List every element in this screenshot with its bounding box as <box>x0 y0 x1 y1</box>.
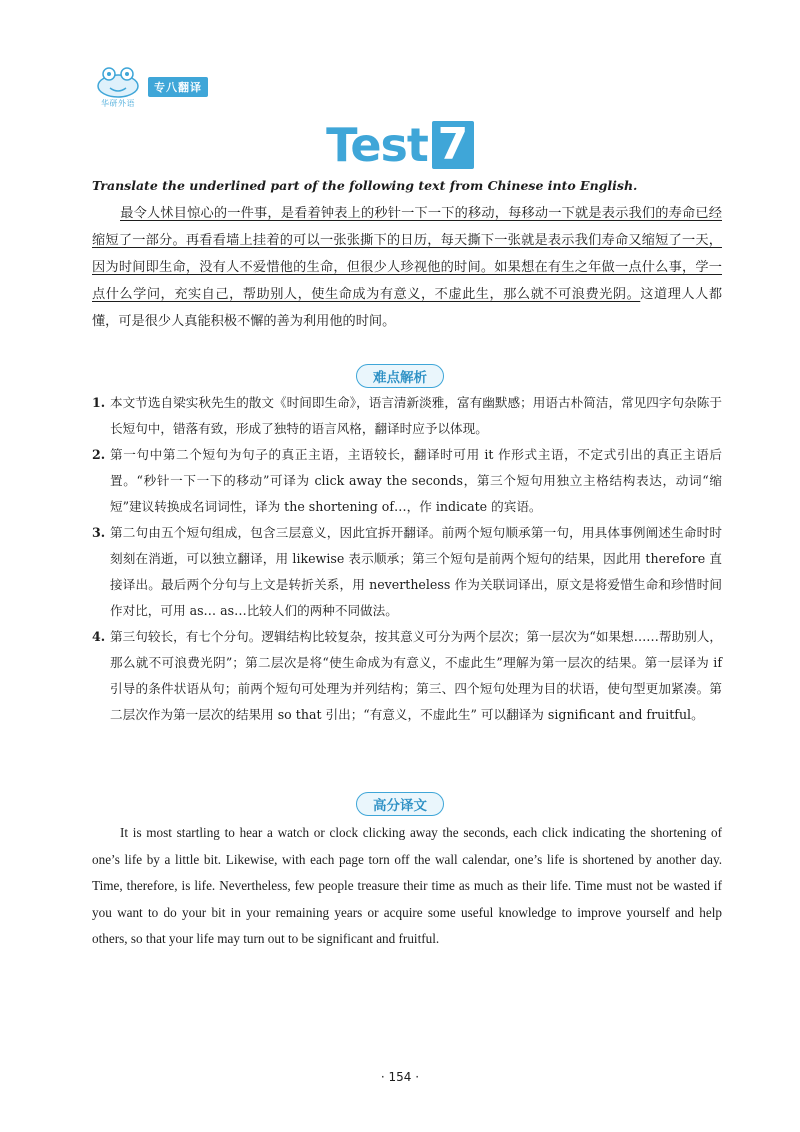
source-rest: 这道理人人都懂，可是很少人真能积极不懈的善为利用他的时间。 <box>92 287 723 329</box>
note-text: 第二句由五个短句组成，包含三层意义，因此宜拆开翻译。前两个短句顺承第一句，用具体事例阐述生命时时刻刻在消逝，可以独立翻译，用 likewise 表示顺承；第三个短句是前两个短句的结果，因此用 therefore 直接译出。最后两个分句与上文是转折关系，用 nevertheless 作为关联词译出，原文是将爱惜生命和珍惜时间作对比，可用 as… as…比较人们的两种不同做法。 <box>110 525 722 618</box>
category-tag: 专八翻译 <box>148 77 208 97</box>
model-translation: It is most startling to hear a watch or clock clicking away the seconds, each click indicating the shortening of one’s life by a little bit. Likewise, with each page torn off the wall calendar, one’s life is shortened by another day. Time, therefore, is life. Nevertheless, few people treasure their time as much as their life. Time must not be wasted if you want to do your bit in your remaining years or acquire some useful knowledge to improve yourself and help others, so that your life may turn out to be significant and fruitful. <box>92 825 722 947</box>
note-text: 第一句中第二个短句为句子的真正主语，主语较长，翻译时可用 it 作形式主语，不定式引出的真正主语后置。“秒针一下一下的移动”可译为 click away the seconds，第三个短句用独立主格结构表达，动词“缩短”建议转换成名词词性，译为 the shortening of…，作 indicate 的宾语。 <box>110 447 722 514</box>
note-number: 1. <box>92 395 106 410</box>
frog-logo-icon <box>92 64 144 98</box>
analysis-notes <box>92 390 722 728</box>
page-header <box>92 64 208 109</box>
section-translation-label: 高分译文 <box>356 792 444 816</box>
note-number: 3. <box>92 525 106 540</box>
section-translation-heading <box>0 792 800 816</box>
section-analysis-label: 难点解析 <box>356 364 444 388</box>
note-item <box>92 520 722 624</box>
note-number: 4. <box>92 629 106 644</box>
section-analysis-heading <box>0 364 800 388</box>
logo-text: 华研外语 <box>101 99 135 108</box>
note-item <box>92 390 722 442</box>
test-number: 7 <box>432 121 474 169</box>
source-text <box>92 200 722 335</box>
source-underlined: 最令人怵目惊心的一件事，是看着钟表上的秒针一下一下的移动，每移动一下就是表示我们的寿命已经缩短了一部分。再看看墙上挂着的可以一张张撕下的日历，每天撕下一张就是表示我们寿命又缩短了一天，因为时间即生命，没有人不爱惜他的生命，但很少人珍视他的时间。如果想在有生之年做一点什么事，学一点什么学问，充实自己，帮助别人，使生命成为有意义，不虚此生，那么就不可浪费光阴。 <box>92 206 722 302</box>
test-word: Test <box>326 118 428 172</box>
publisher-logo <box>92 64 144 109</box>
test-title <box>0 118 800 172</box>
page-number: · 154 · <box>380 1070 420 1084</box>
note-number: 2. <box>92 447 106 462</box>
instruction: Translate the underlined part of the following text from Chinese into English. <box>92 178 638 193</box>
note-text: 本文节选自梁实秋先生的散文《时间即生命》，语言清新淡雅，富有幽默感；用语古朴简洁，常见四字句杂陈于长短句中，错落有致，形成了独特的语言风格，翻译时应予以体现。 <box>110 395 722 436</box>
note-item <box>92 624 722 728</box>
note-text: 第三句较长，有七个分句。逻辑结构比较复杂，按其意义可分为两个层次；第一层次为“如果想……帮助别人，那么就不可浪费光阴”；第二层次是将“使生命成为有意义，不虚此生”理解为第一层次的结果。第一层译为 if 引导的条件状语从句；前两个短句可处理为并列结构；第三、四个短句处理为目的状语，使句型更加紧凑。第二层次作为第一层次的结果用 so that 引出；“有意义，不虚此生” 可以翻译为 significant and fruitful。 <box>110 629 722 722</box>
note-item <box>92 442 722 520</box>
